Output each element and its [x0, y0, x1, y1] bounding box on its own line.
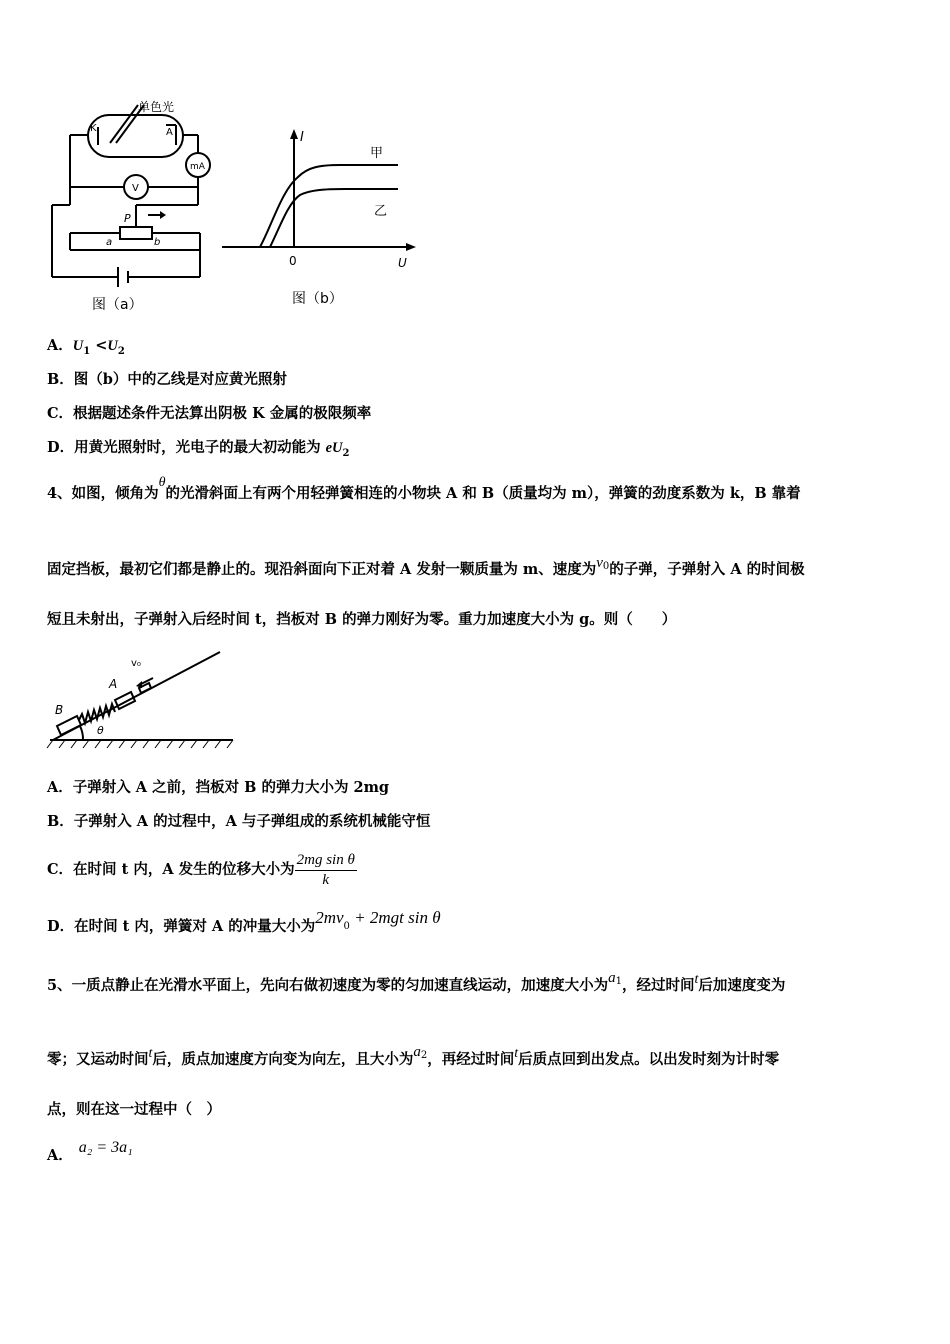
q4-stem-line-2: 固定挡板，最初它们都是静止的。现沿斜面向下正对着 A 发射一颗质量为 m、速度为$v_0$的子弹，子弹射入 A 的时间极	[47, 555, 805, 578]
fig-a-mA-label: mA	[190, 162, 205, 172]
q4-incline-figure	[45, 648, 240, 750]
q5-stem-line-2: 零；又运动时间t后，质点加速度方向变为向左，且大小为$a_2$，再经过时间t后质点回到出发点。以出发时刻为计时零	[47, 1044, 780, 1068]
q4-stem-line-3: 短且未射出，子弹射入后经时间 t，挡板对 B 的弹力刚好为零。重力加速度大小为 g。则（ ）	[47, 611, 677, 628]
fig-b-caption: 图（b）	[292, 291, 343, 307]
q3-option-b: B．图（b）中的乙线是对应黄光照射	[47, 371, 287, 388]
q5-stem-line-3: 点，则在这一过程中（ ）	[47, 1101, 221, 1118]
fig-a-K-label: K	[90, 123, 97, 134]
q5-option-a: A． a₂ = 3a₁	[47, 1139, 133, 1164]
q4-fig-theta-label: θ	[97, 724, 104, 737]
q4-stem-line-1: 4、如图，倾角为θ的光滑斜面上有两个用轻弹簧相连的小物块 A 和 B（质量均为 m），弹簧的劲度系数为 k，B 靠着	[47, 475, 801, 502]
fig-a-b-label: b	[154, 237, 161, 248]
fig-a-caption: 图（a）	[92, 297, 143, 313]
q3-option-a: A．$U_1 <U_2$	[47, 337, 125, 357]
fig-b-I-label: I	[300, 130, 304, 145]
fig-a-A-label: A	[166, 127, 173, 138]
q4-fig-v0-label: v₀	[131, 658, 141, 669]
q4-option-c: C．在时间 t 内，A 发生的位移大小为 $\frac{\text{2mg sin θ}}{k}$	[47, 851, 355, 888]
q4-fig-A-label: A	[109, 677, 118, 691]
q4-option-a: A．子弹射入 A 之前，挡板对 B 的弹力大小为 2mg	[47, 779, 390, 796]
fig-b-U-label: U	[398, 256, 407, 270]
q4-option-c-fraction: $\frac{\text{2mg sin θ}}{k}$	[296, 851, 355, 888]
q3-option-c: C．根据题述条件无法算出阴极 K 金属的极限频率	[47, 405, 372, 422]
fig-a-light-label: 单色光	[138, 100, 175, 114]
fig-b-jia-label: 甲	[370, 146, 384, 161]
q3-option-d: D．用黄光照射时，光电子的最大初动能为 $eU_2$	[47, 439, 350, 459]
fig-a-P-label: P	[124, 212, 131, 225]
fig-b-origin-label: 0	[289, 254, 297, 268]
q4-fig-B-label: B	[55, 703, 64, 717]
q4-option-b: B．子弹射入 A 的过程中，A 与子弹组成的系统机械能守恒	[47, 813, 431, 830]
fig-b-yi-label: 乙	[374, 204, 388, 219]
q4-option-d: D．在时间 t 内，弹簧对 A 的冲量大小为$2mv_0 + 2mgt$ sin θ	[47, 908, 441, 935]
fig-a-V-label: V	[132, 183, 139, 194]
figure-b-iu-graph	[220, 125, 420, 315]
figure-a-circuit	[40, 95, 215, 320]
q5-stem-line-1: 5、一质点静止在光滑水平面上，先向右做初速度为零的匀加速直线运动，加速度大小为$a_1$，经过时间t后加速度变为	[47, 970, 786, 994]
fig-a-a-label: a	[106, 237, 113, 248]
